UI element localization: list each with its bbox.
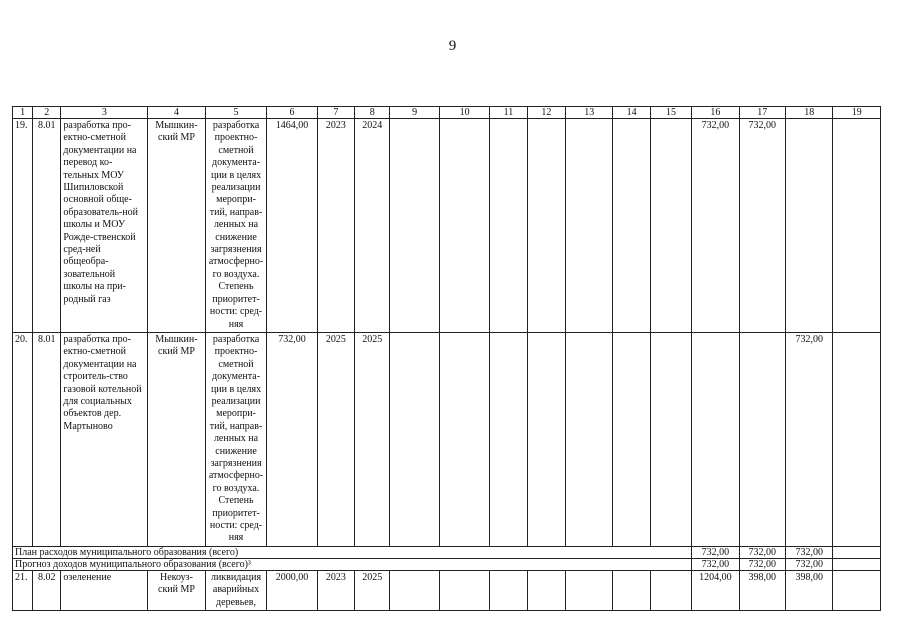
header-cell: 7 — [317, 107, 354, 119]
row-name: разработка про-ектно-сметной документации на строитель-ство газовой котельной для социальных объектов дер. Мартыново — [61, 332, 148, 546]
header-row — [13, 107, 881, 119]
row-col17 — [739, 332, 785, 546]
empty-cell — [566, 332, 613, 546]
row-cost: 732,00 — [267, 332, 317, 546]
empty-cell — [833, 570, 881, 610]
empty-cell — [439, 570, 489, 610]
row-col16: 732,00 — [692, 119, 739, 333]
header-cell: 15 — [650, 107, 691, 119]
row-start-year: 2023 — [317, 570, 354, 610]
page-number: 9 — [448, 38, 457, 54]
empty-cell — [490, 570, 527, 610]
empty-cell — [650, 119, 691, 333]
row-end-year: 2025 — [355, 332, 390, 546]
empty-cell — [527, 332, 565, 546]
row-purpose: разработка проектно-сметной документа-ции в целях реализации меропри-тий, направ-ленных на снижение загрязнения атмосферно-го воздуха. Степень приоритет-ности: сред-няя — [205, 119, 267, 333]
header-cell: 3 — [61, 107, 148, 119]
row-col18: 398,00 — [785, 570, 832, 610]
header-cell: 13 — [566, 107, 613, 119]
row-start-year: 2023 — [317, 119, 354, 333]
row-name: разработка про-ектно-сметной документации на перевод ко-тельных МОУ Шипиловской основной обще-образователь-ной школы и МОУ Рожде-ственской сред-ней общеобра-зовательной школы на при-родный газ — [61, 119, 148, 333]
row-end-year: 2024 — [355, 119, 390, 333]
header-cell: 5 — [205, 107, 267, 119]
header-cell: 10 — [439, 107, 489, 119]
forecast-col16: 732,00 — [692, 558, 739, 570]
row-district: Некоуз-ский МР — [148, 570, 206, 610]
header-cell: 6 — [267, 107, 317, 119]
empty-cell — [390, 332, 439, 546]
plan-col17: 732,00 — [739, 546, 785, 558]
header-cell: 18 — [785, 107, 832, 119]
row-number: 19. — [13, 119, 33, 333]
table-row — [13, 119, 881, 333]
row-cost: 1464,00 — [267, 119, 317, 333]
header-cell: 16 — [692, 107, 739, 119]
header-cell: 12 — [527, 107, 565, 119]
empty-cell — [527, 570, 565, 610]
table-row — [13, 570, 881, 610]
empty-cell — [613, 332, 650, 546]
plan-label: План расходов муниципального образования (всего) — [13, 546, 692, 558]
header-cell: 1 — [13, 107, 33, 119]
forecast-col18: 732,00 — [785, 558, 832, 570]
empty-cell — [613, 570, 650, 610]
empty-cell — [833, 558, 881, 570]
empty-cell — [613, 119, 650, 333]
header-cell: 2 — [33, 107, 61, 119]
empty-cell — [390, 119, 439, 333]
row-code: 8.01 — [33, 119, 61, 333]
plan-row — [13, 546, 881, 558]
empty-cell — [527, 119, 565, 333]
row-end-year: 2025 — [355, 570, 390, 610]
row-col17: 732,00 — [739, 119, 785, 333]
empty-cell — [390, 570, 439, 610]
header-cell: 11 — [490, 107, 527, 119]
row-code: 8.02 — [33, 570, 61, 610]
empty-cell — [490, 332, 527, 546]
row-col18 — [785, 119, 832, 333]
header-cell: 19 — [833, 107, 881, 119]
empty-cell — [650, 332, 691, 546]
header-cell: 17 — [739, 107, 785, 119]
plan-col16: 732,00 — [692, 546, 739, 558]
row-col16: 1204,00 — [692, 570, 739, 610]
empty-cell — [566, 570, 613, 610]
empty-cell — [833, 119, 881, 333]
row-number: 21. — [13, 570, 33, 610]
row-code: 8.01 — [33, 332, 61, 546]
header-cell: 8 — [355, 107, 390, 119]
plan-col18: 732,00 — [785, 546, 832, 558]
header-cell: 14 — [613, 107, 650, 119]
empty-cell — [439, 119, 489, 333]
row-purpose: разработка проектно-сметной документа-ции в целях реализации меропри-тий, направ-ленных на снижение загрязнения атмосферно-го воздуха. Степень приоритет-ности: сред-няя — [205, 332, 267, 546]
row-district: Мышкин-ский МР — [148, 332, 206, 546]
forecast-row — [13, 558, 881, 570]
empty-cell — [566, 119, 613, 333]
row-district: Мышкин-ский МР — [148, 119, 206, 333]
empty-cell — [650, 570, 691, 610]
row-col17: 398,00 — [739, 570, 785, 610]
row-col18: 732,00 — [785, 332, 832, 546]
program-table — [12, 106, 881, 611]
row-col16 — [692, 332, 739, 546]
forecast-label: Прогноз доходов муниципального образования (всего)³ — [13, 558, 692, 570]
forecast-col17: 732,00 — [739, 558, 785, 570]
empty-cell — [490, 119, 527, 333]
row-number: 20. — [13, 332, 33, 546]
empty-cell — [833, 546, 881, 558]
table-row — [13, 332, 881, 546]
row-cost: 2000,00 — [267, 570, 317, 610]
empty-cell — [439, 332, 489, 546]
row-name: озеленение — [61, 570, 148, 610]
row-start-year: 2025 — [317, 332, 354, 546]
header-cell: 9 — [390, 107, 439, 119]
empty-cell — [833, 332, 881, 546]
header-cell: 4 — [148, 107, 206, 119]
row-purpose: ликвидация аварийных деревьев, — [205, 570, 267, 610]
